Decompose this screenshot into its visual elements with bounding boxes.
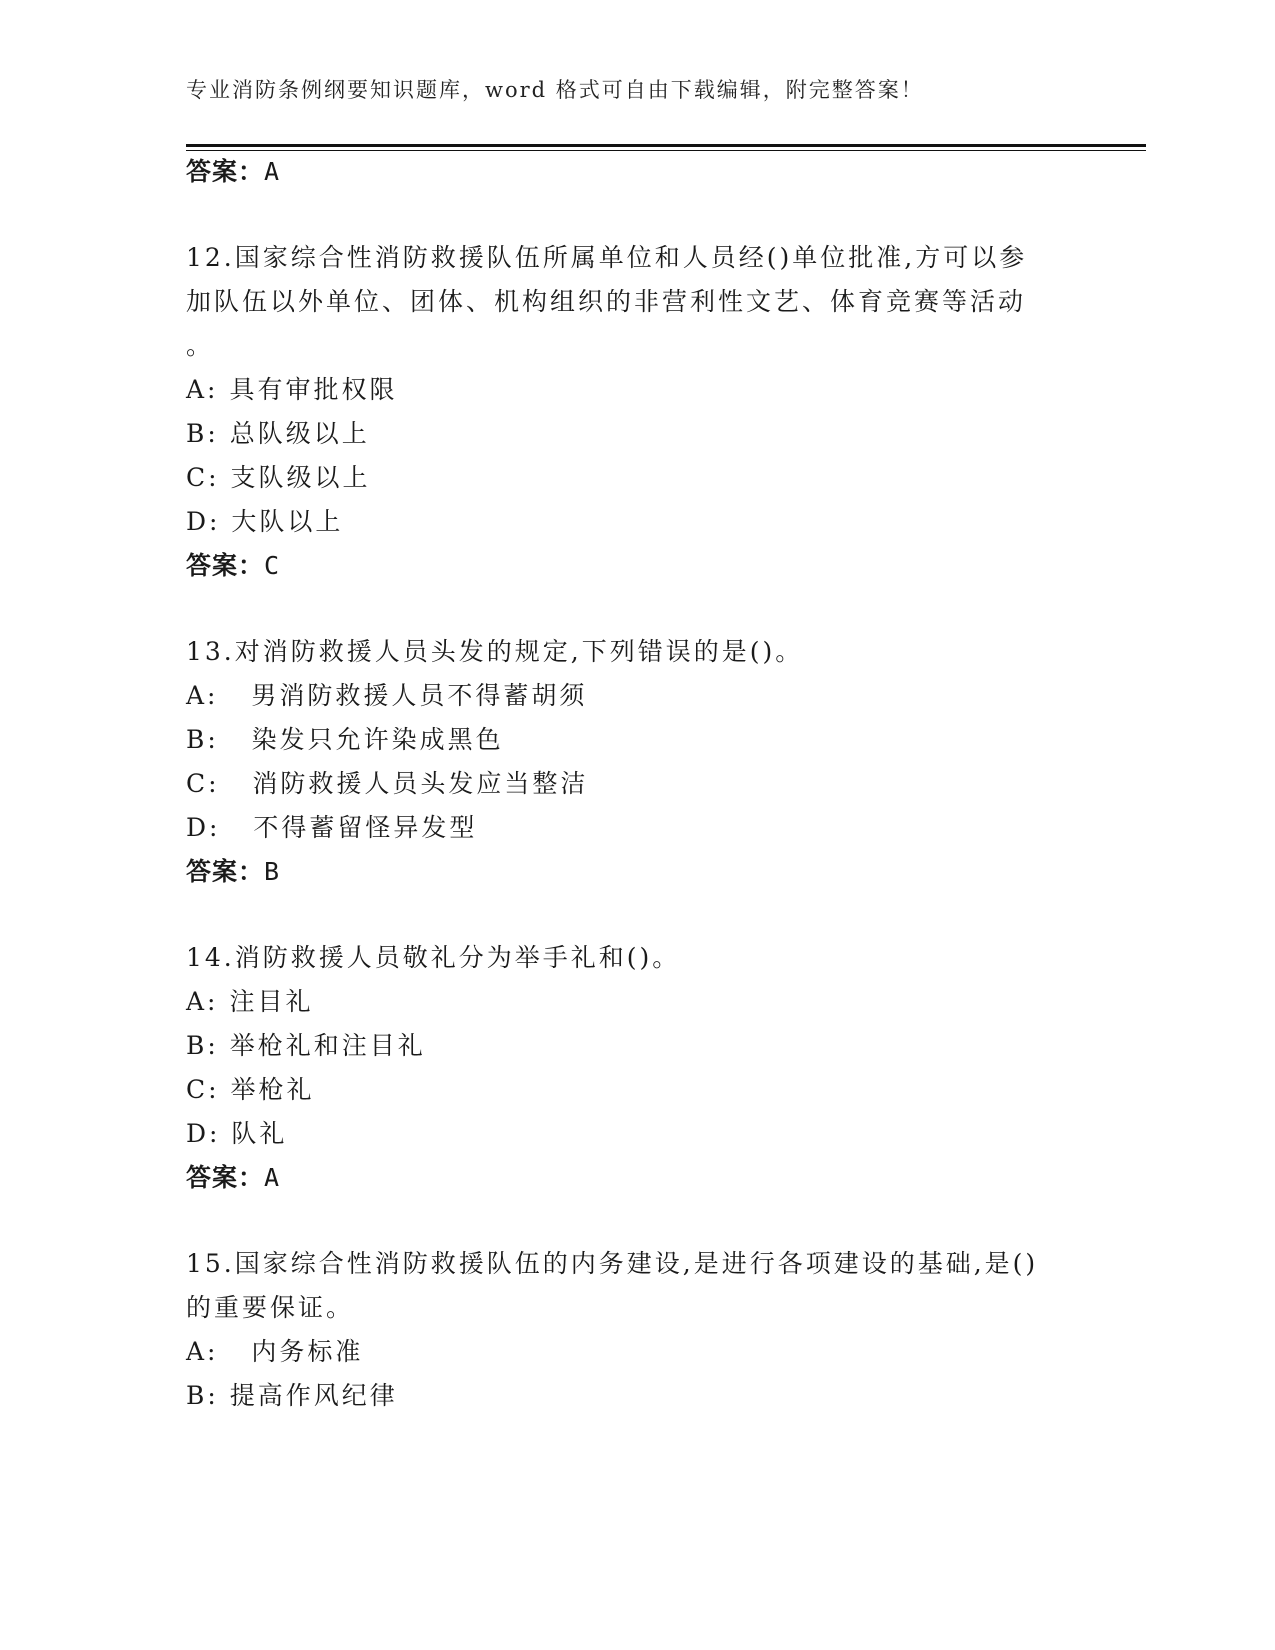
option-text: 染发只允许染成黑色 <box>251 725 504 754</box>
option-key: D: <box>186 813 221 842</box>
option-15-b <box>186 1380 398 1412</box>
option-text: 提高作风纪律 <box>229 1381 398 1410</box>
page-header: 专业消防条例纲要知识题库，word 格式可自由下载编辑，附完整答案！ <box>186 78 924 102</box>
answer-value: C <box>264 551 281 580</box>
question-14-line-1: 14.消防救援人员敬礼分为举手礼和()。 <box>186 943 681 972</box>
option-text: 男消防救援人员不得蓄胡须 <box>251 681 588 710</box>
option-13-c <box>186 768 588 800</box>
answer-value: A <box>264 1163 281 1192</box>
option-text: 队礼 <box>231 1119 288 1148</box>
option-key: C: <box>186 769 220 798</box>
option-13-a <box>186 680 587 712</box>
option-text: 注目礼 <box>229 987 314 1016</box>
option-12-a <box>186 374 397 406</box>
answer-14 <box>186 1162 280 1194</box>
option-key: B: <box>186 419 219 448</box>
option-text: 总队级以上 <box>229 419 370 448</box>
option-text: 具有审批权限 <box>229 375 398 404</box>
answer-label: 答案： <box>186 551 265 580</box>
option-15-a <box>186 1336 363 1368</box>
answer-11 <box>186 156 280 188</box>
answer-value: B <box>264 857 281 886</box>
option-13-b <box>186 724 504 756</box>
option-14-d <box>186 1118 287 1150</box>
answer-value: A <box>264 157 281 186</box>
answer-label: 答案： <box>186 1163 265 1192</box>
option-text: 举枪礼和注目礼 <box>229 1031 426 1060</box>
option-13-d <box>186 812 477 844</box>
option-12-c <box>186 462 371 494</box>
option-text: 大队以上 <box>231 507 344 536</box>
question-12-line-2: 加队伍以外单位、团体、机构组织的非营利性文艺、体育竞赛等活动 <box>186 287 1027 316</box>
option-key: A: <box>186 375 219 404</box>
option-text: 消防救援人员头发应当整洁 <box>252 769 589 798</box>
option-text: 举枪礼 <box>230 1075 315 1104</box>
option-12-d <box>186 506 343 538</box>
option-key: A: <box>186 681 219 710</box>
question-13-line-1: 13.对消防救援人员头发的规定,下列错误的是()。 <box>186 637 804 666</box>
option-key: C: <box>186 463 220 492</box>
question-15-line-1: 15.国家综合性消防救援队伍的内务建设,是进行各项建设的基础,是() <box>186 1249 1039 1278</box>
question-12-line-1: 12.国家综合性消防救援队伍所属单位和人员经()单位批准,方可以参 <box>186 243 1028 272</box>
question-15-line-2: 的重要保证。 <box>186 1293 355 1322</box>
option-text: 内务标准 <box>251 1337 364 1366</box>
option-key: D: <box>186 507 221 536</box>
option-text: 不得蓄留怪异发型 <box>253 813 478 842</box>
answer-13 <box>186 856 280 888</box>
option-14-c <box>186 1074 315 1106</box>
header-rule <box>186 144 1146 151</box>
option-text: 支队级以上 <box>230 463 371 492</box>
option-12-b <box>186 418 370 450</box>
option-key: D: <box>186 1119 221 1148</box>
answer-label: 答案： <box>186 157 265 186</box>
option-key: B: <box>186 725 219 754</box>
question-12-line-3: 。 <box>186 331 215 360</box>
option-14-b <box>186 1030 426 1062</box>
option-key: B: <box>186 1381 219 1410</box>
answer-label: 答案： <box>186 857 265 886</box>
option-key: A: <box>186 987 219 1016</box>
answer-12 <box>186 550 280 582</box>
option-14-a <box>186 986 313 1018</box>
option-key: B: <box>186 1031 219 1060</box>
option-key: A: <box>186 1337 219 1366</box>
option-key: C: <box>186 1075 220 1104</box>
